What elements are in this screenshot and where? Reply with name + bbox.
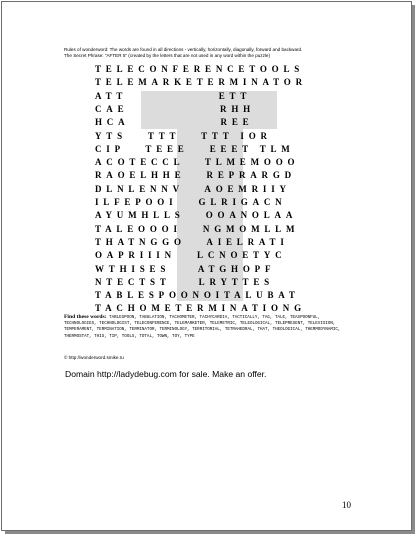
domain-ad-text: Domain http://ladydebug.com for sale. Make an offer. [65,369,267,379]
rules-text [64,47,364,59]
puzzle-row: HCA REE [95,117,254,128]
puzzle-row: CIP TEEE EEET TLM [95,143,295,154]
puzzle-row: CAE RHH [95,103,255,114]
find-words-title: Find these words: [64,314,107,320]
puzzle-row: NTECTST LRYTTES [95,276,274,287]
puzzle-row: DLNLENNV AOEMRIIY [95,183,291,194]
puzzle-row: AYUMHLLS OOANOLAA [95,210,298,221]
page-number: 10 [342,500,351,510]
copyright-text: © http://wonderword.smike.ru [64,355,124,360]
puzzle-row: ATT ETT [95,90,252,101]
find-words-list: TABLESPOON, TABULATION, TACHOMETER, TACHYCARDIA, TACTICALLY, TAG, TALE, TEASPOONFUL, TECHNOLOGIES, TECHNOLOGIST, TELECONFERENCE, TELEMARKETER, TELEMETRIC, TELEOLOGICAL, TELEPRESENT, TELEVISION, TEMPERAMENT, TERMINATION, TERMINATOR, TERMINOLOGY, TERRITORIAL, TETRAHEDRAL, THAT, THEOLOGICAL, THERMODYNAMIC, THERMOSTAT, THIS, TIP, TOOLS, TOTAL, TOWN, TOY, TYPE [64,316,341,339]
puzzle-row: WTHISES ATGHOPF [95,263,276,274]
puzzle-row: TABLESPOONOITALUBAT [95,290,300,301]
puzzle-row: OAPRIIIN LCNOETYC [95,250,287,261]
document-page [1,1,412,531]
puzzle-row: YTS TTT TTT IOR [95,130,272,141]
puzzle-row: ILFEPOOI GLRIGACN [95,197,287,207]
rules-line-1: Rules of wonderword: The words are found in all directions - vertically, horizontally, diagonally, forward and backward. [64,47,303,52]
puzzle-row: TELECONFERENCETOOLS [95,64,305,74]
puzzle-row: TACHOMETERMINATIONG [95,303,306,314]
find-words-section [64,314,352,340]
puzzle-row: RAOELHHE REPRARGD [95,170,296,181]
puzzle-row: THATNGGO AIELRATI [95,236,289,247]
puzzle-row: TELEMARKETERMINATOR [95,77,307,88]
puzzle-row: ACOTECCL TLMEMOOO [95,157,300,168]
puzzle-row: TALEOOOI NGMOMLLM [95,223,300,234]
word-search-puzzle [95,63,325,315]
rules-line-2: The Secret Phrase: "AFTER 5" (created by the letters that are not used in any word within the puzzle) [64,53,270,58]
